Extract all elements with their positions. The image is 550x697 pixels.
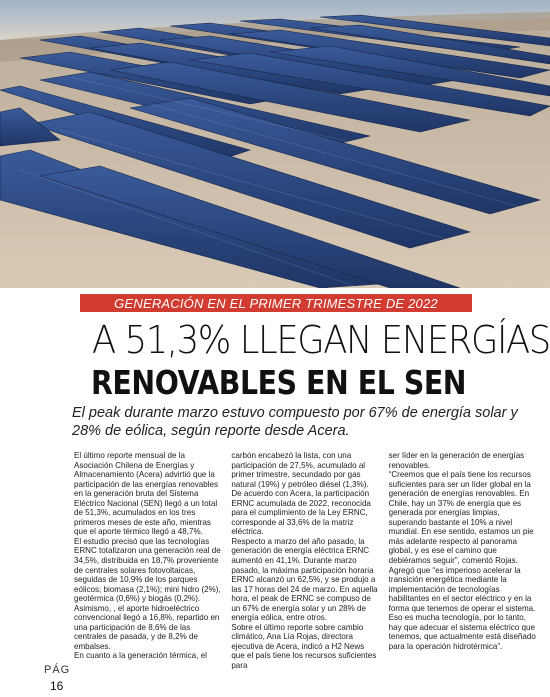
paragraph: Asimismo, , el aporte hidroeléctrico convencional llegó a 16,8%, repartido en una participación de 8,6% de las centrales de pasada, y de 8,2% de embalses.: [74, 603, 220, 651]
paragraph: “Creemos que el país tiene los recursos suficientes para ser un líder global en la generación de energías renovables. En Chile, hay un 37% de energía que es generada por energías limpias, superando bastante el 10% a nivel mundial. En ese sentido, estamos un pie más adelante respecto al panorama global, y es ese el camino que debiéramos seguir”, comentó Rojas.: [388, 470, 534, 566]
paragraph: Respecto a marzo del año pasado, la generación de energía eléctrica ERNC aumentó en 41,1%. Durante marzo pasado, la máxima participación horaria ERNC alcanzó un 62,5%, y se produjo a las 17 horas del 24 de marzo. En aquella hora, el peak de ERNC se compuso de un 67% de energía solar y un 28% de energía eólica, entre otros.: [231, 536, 378, 623]
solar-farm-photo: [0, 0, 550, 288]
section-kicker: GENERACIÓN EN EL PRIMER TRIMESTRE DE 2022: [114, 295, 438, 311]
paragraph: ser líder en la generación de energías renovables.: [388, 451, 525, 470]
article-column-1: [74, 451, 221, 691]
article-column-2: [231, 451, 378, 691]
paragraph: De acuerdo con Acera, la participación ERNC acumulada de 2022, reconocida para el cumplimiento de la Ley ERNC, corresponde al 33,6% de la matriz eléctrica.: [231, 489, 371, 537]
headline-line-2: RENOVABLES EN EL SEN: [91, 363, 467, 402]
headline-line-1: A 51,3% LLEGAN ENERGÍAS: [92, 318, 550, 362]
solar-panels-image: [0, 0, 550, 288]
paragraph: Sobre el último reporte sobre cambio climático, Ana Lía Rojas, directora ejecutiva de Acera, indicó a H2 News que el país tiene los recursos suficientes para: [231, 622, 377, 671]
paragraph: carbón encabezó la lista, con una participación de 27,5%, acumulado al primer trimestre, secundado por gas natural (19%) y petróleo diésel (1,3%).: [231, 451, 369, 489]
page-number: 16: [50, 679, 64, 693]
subheadline: El peak durante marzo estuvo compuesto por 67% de energía solar y 28% de eólica, según reporte desde Acera.: [72, 405, 518, 439]
paragraph: El último reporte mensual de la Asociación Chilena de Energías y Almacenamiento (Acera) advirtió que la participación de las energías renovables en la generación bruta del Sistema Eléctrico Nacional (SEN) llegó a un total de 51,3%, acumulados en los tres primeros meses de este año, mientras que el aporte térmico llegó a 48,7%.: [74, 451, 219, 537]
paragraph: Agregó que “es imperioso acelerar la transición energética mediante la implementación de tecnologías habilitantes en el sector eléctrico y en la forma que tenemos de operar el sistema. Eso es mucha tecnología, por lo tanto, hay que adecuar el sistema eléctrico que tenemos, que actualmente está diseñado para la operación hidrotérmica”.: [388, 565, 536, 651]
section-kicker-bar: [80, 294, 472, 312]
paragraph: El estudio precisó que las tecnologías ERNC totalizaron una generación real de 34,5%, distribuida en 18,7% proveniente de centrales solares fotovoltaicas, seguidas de 10,9% de los parques eólicos; biomasa (2,1%); mini hidro (2%), geotérmica (0,6%) y biogás (0,2%).: [74, 536, 221, 604]
article-body: [74, 451, 536, 691]
paragraph: En cuanto a la generación térmica, el: [74, 651, 207, 661]
article-column-3: [389, 451, 536, 691]
page-label: PÁG: [44, 664, 71, 676]
